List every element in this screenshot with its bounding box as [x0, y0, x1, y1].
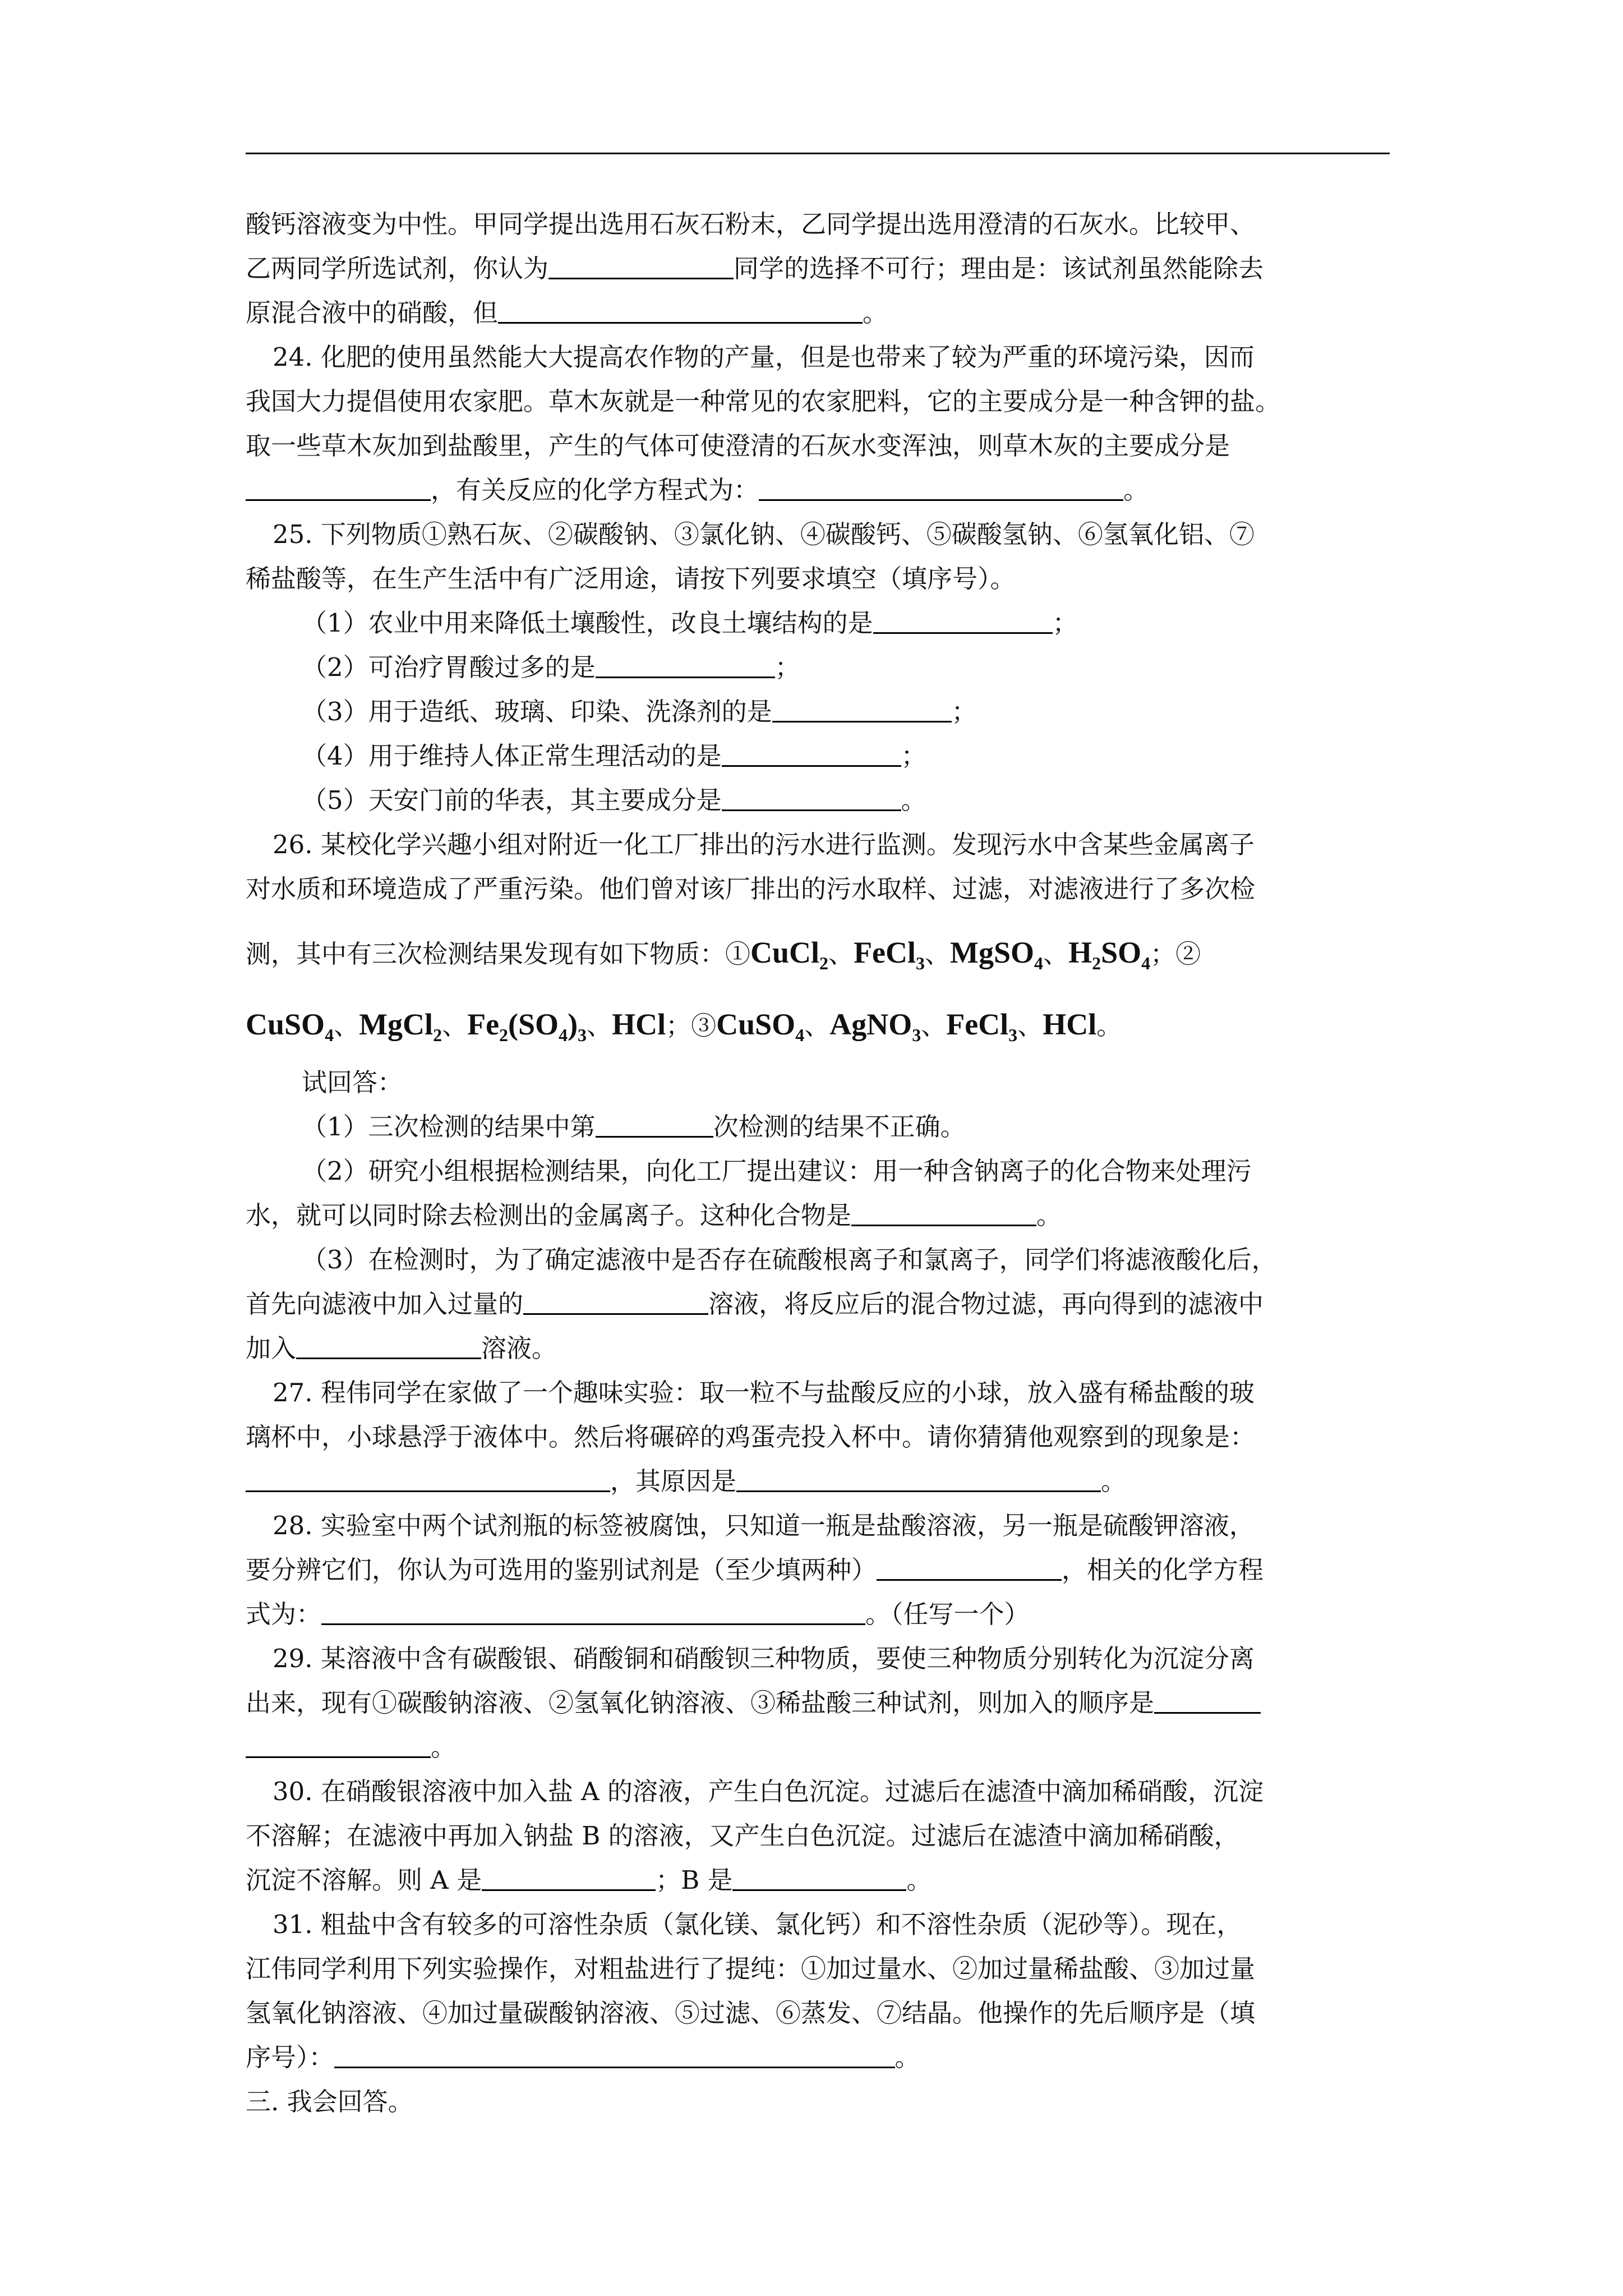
text-line: 江伟同学利用下列实验操作，对粗盐进行了提纯：①加过量水、②加过量稀盐酸、③加过量: [246, 1954, 1256, 1984]
question-27: 27. 程伟同学在家做了一个趣味实验：取一粒不与盐酸反应的小球，放入盛有稀盐酸的玻: [273, 1378, 1255, 1407]
text-line: 水，就可以同时除去检测出的金属离子。这种化合物是 。: [246, 1200, 1062, 1230]
text-line: 原混合液中的硝酸，但 。: [246, 298, 888, 328]
text-line: 要分辨它们，你认为可选用的鉴别试剂是（至少填两种） ，相关的化学方程: [246, 1555, 1264, 1585]
text-line: ，其原因是 。: [246, 1459, 1390, 1503]
text-line: 出来，现有①碳酸钠溶液、②氢氧化钠溶液、③稀盐酸三种试剂，则加入的顺序是: [246, 1681, 1390, 1725]
answer-blank[interactable]: [1154, 1690, 1261, 1714]
question-28: 28. 实验室中两个试剂瓶的标签被腐蚀，只知道一瓶是盐酸溶液，另一瓶是硫酸钾溶液，: [273, 1511, 1255, 1540]
answer-blank[interactable]: [851, 1202, 1036, 1226]
text-line: 序号）： 。: [246, 2042, 920, 2072]
answer-blank[interactable]: [873, 610, 1053, 634]
text-line: 不溶解；在滤液中再加入钠盐 B 的溶液，又产生白色沉淀。过滤后在滤渣中滴加稀硝酸，: [246, 1821, 1239, 1851]
text-line: （3）在检测时，为了确定滤液中是否存在硫酸根离子和氯离子，同学们将滤液酸化后，: [302, 1245, 1277, 1274]
answer-blank[interactable]: [498, 300, 863, 324]
answer-blank[interactable]: [722, 787, 901, 811]
answer-blank[interactable]: [736, 1468, 1101, 1492]
answer-blank[interactable]: [759, 477, 1123, 501]
answer-blank[interactable]: [596, 1114, 713, 1138]
formula: HCl: [1043, 1007, 1097, 1041]
answer-blank[interactable]: [296, 1335, 481, 1359]
formula: AgNO$_3$: [829, 1007, 921, 1045]
formula: FeCl$_3$: [854, 936, 925, 973]
question-24: 24. 化肥的使用虽然能大大提高农作物的产量，但是也带来了较为严重的环境污染，因而: [273, 342, 1255, 372]
answer-blank[interactable]: [523, 1291, 708, 1315]
text-line: CuSO$_4$、MgCl$_2$、$Fe_2(SO_4)_3$、HCl；③CuSO$_4$、AgNO$_3$、FeCl$_3$、HCl。: [246, 1007, 1122, 1045]
answer-blank[interactable]: [548, 255, 734, 279]
text-line: 取一些草木灰加到盐酸里，产生的气体可使澄清的石灰水变浑浊，则草木灰的主要成分是: [246, 431, 1230, 461]
answer-blank[interactable]: [732, 1867, 906, 1891]
formula: CuSO$_4$: [246, 1007, 334, 1045]
text-line: （4）用于维持人体正常生理活动的是 ；: [302, 741, 926, 771]
answer-blank[interactable]: [321, 1601, 865, 1625]
question-30: 30. 在硝酸银溶液中加入盐 A 的溶液，产生白色沉淀。过滤后在滤渣中滴加稀硝酸，沉淀: [273, 1777, 1264, 1806]
text-line: 璃杯中，小球悬浮于液体中。然后将碾碎的鸡蛋壳投入杯中。请你猜猜他观察到的现象是：: [246, 1422, 1256, 1452]
formula: MgCl$_2$: [359, 1007, 442, 1045]
text-line: 首先向滤液中加入过量的 溶液，将反应后的混合物过滤，再向得到的滤液中: [246, 1289, 1264, 1319]
text-line: （2）研究小组根据检测结果，向化工厂提出建议：用一种含钠离子的化合物来处理污: [302, 1156, 1252, 1186]
text-line: 对水质和环境造成了严重污染。他们曾对该厂排出的污水取样、过滤，对滤液进行了多次检: [246, 874, 1256, 904]
text-line: （1）农业中用来降低土壤酸性，改良土壤结构的是 ；: [302, 608, 1078, 638]
text-line: （3）用于造纸、玻璃、印染、洗涤剂的是 ；: [302, 697, 977, 726]
answer-blank[interactable]: [482, 1867, 656, 1891]
question-25: 25. 下列物质①熟石灰、②碳酸钠、③氯化钠、④碳酸钙、⑤碳酸氢钠、⑥氢氧化铝、⑦: [273, 519, 1255, 549]
text-line: （1）三次检测的结果中第 次检测的结果不正确。: [302, 1112, 966, 1142]
text-line: 测，其中有三次检测结果发现有如下物质：①CuCl$_2$、FeCl$_3$、MgSO$_4$、$H_2SO_4$；②: [246, 936, 1201, 973]
text-line: 加入 溶液。: [246, 1333, 557, 1363]
document-body: [246, 202, 1390, 2124]
answer-blank[interactable]: [722, 743, 901, 767]
formula: $H_2SO_4$: [1068, 936, 1151, 973]
text-line: 氢氧化钠溶液、④加过量碳酸钠溶液、⑤过滤、⑥蒸发、⑦结晶。他操作的先后顺序是（填: [246, 1998, 1256, 2028]
answer-blank[interactable]: [596, 654, 775, 678]
text-line: 试回答：: [302, 1068, 403, 1097]
question-31: 31. 粗盐中含有较多的可溶性杂质（氯化镁、氯化钙）和不溶性杂质（泥砂等）。现在，: [273, 1910, 1242, 1939]
header-rule: [246, 153, 1390, 154]
question-29: 29. 某溶液中含有碳酸银、硝酸铜和硝酸钡三种物质，要使三种物质分别转化为沉淀分离: [273, 1644, 1255, 1673]
answer-blank[interactable]: [334, 2044, 895, 2068]
formula: CuSO$_4$: [716, 1007, 805, 1045]
answer-blank[interactable]: [772, 698, 952, 723]
formula: $Fe_2(SO_4)_3$: [467, 1007, 587, 1045]
answer-blank[interactable]: [246, 1468, 610, 1492]
text-line: 。: [246, 1725, 1390, 1769]
text-line: 酸钙溶液变为中性。甲同学提出选用石灰石粉末，乙同学提出选用澄清的石灰水。比较甲、: [246, 209, 1256, 239]
text-line: （2）可治疗胃酸过多的是 ；: [302, 652, 800, 682]
text-line: 我国大力提倡使用农家肥。草木灰就是一种常见的农家肥料，它的主要成分是一种含钾的盐。: [246, 386, 1281, 416]
text-line: 式为： 。（任写一个）: [246, 1599, 1030, 1629]
text-line: 稀盐酸等，在生产生活中有广泛用途，请按下列要求填空（填序号）。: [246, 564, 1016, 593]
answer-blank[interactable]: [877, 1557, 1062, 1581]
formula: FeCl$_3$: [946, 1007, 1018, 1045]
text-line: （5）天安门前的华表，其主要成分是 。: [302, 785, 926, 815]
section-heading: 三. 我会回答。: [246, 2087, 413, 2116]
text-line: 沉淀不溶解。则 A 是 ；B 是 。: [246, 1865, 932, 1895]
text-line: 乙两同学所选试剂，你认为 同学的选择不可行；理由是：该试剂虽然能除去: [246, 254, 1264, 283]
formula: HCl: [612, 1007, 666, 1041]
formula: MgSO$_4$: [950, 936, 1044, 973]
answer-blank[interactable]: [246, 1734, 431, 1758]
formula: CuCl$_2$: [750, 936, 829, 973]
question-26: 26. 某校化学兴趣小组对附近一化工厂排出的污水进行监测。发现污水中含某些金属离子: [273, 830, 1255, 859]
text-line: ，有关反应的化学方程式为： 。: [246, 468, 1390, 512]
answer-blank[interactable]: [246, 477, 431, 501]
